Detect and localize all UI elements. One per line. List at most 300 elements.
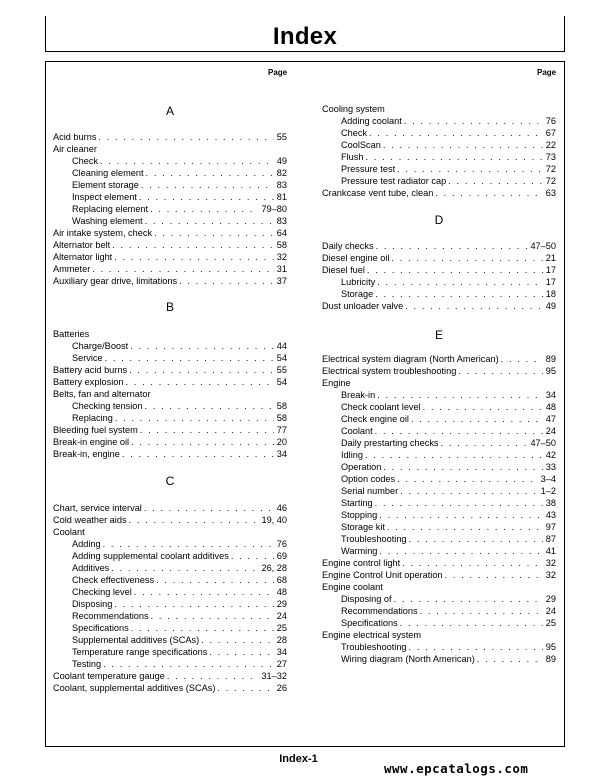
- entry-page-number[interactable]: 47–50: [530, 241, 556, 251]
- index-entry[interactable]: [341, 521, 556, 533]
- entry-label: Replacing: [72, 413, 113, 423]
- entry-page-number[interactable]: 58: [276, 401, 287, 411]
- dot-leader: [418, 605, 543, 617]
- entry-page-number[interactable]: 83: [276, 180, 287, 190]
- entry-label: Air cleaner: [53, 144, 97, 154]
- section-letter-c: C: [165, 474, 175, 488]
- entry-page-number[interactable]: 82: [276, 168, 287, 178]
- dot-leader: [403, 300, 543, 312]
- index-heading: [322, 377, 556, 389]
- dot-leader: [101, 538, 274, 550]
- entry-page-number[interactable]: 77: [276, 425, 287, 435]
- dot-leader: [389, 252, 542, 264]
- entry-label: Battery explosion: [53, 377, 124, 387]
- index-entry[interactable]: [341, 413, 556, 425]
- entry-page-number[interactable]: 58: [276, 413, 287, 423]
- index-entry[interactable]: [72, 586, 287, 598]
- entry-label: Check effectiveness: [72, 575, 155, 585]
- entry-page-number[interactable]: 41: [545, 546, 556, 556]
- index-entry[interactable]: [53, 682, 287, 694]
- dot-leader: [398, 485, 537, 497]
- entry-label: Air intake system, check: [53, 228, 153, 238]
- entry-page-number[interactable]: 20: [276, 437, 287, 447]
- index-entry[interactable]: [72, 155, 287, 167]
- entry-page-number[interactable]: 27: [276, 659, 287, 669]
- index-entry[interactable]: [322, 252, 556, 264]
- dot-leader: [443, 569, 543, 581]
- index-entry[interactable]: [341, 653, 556, 665]
- entry-label: Chart, service interval: [53, 503, 142, 513]
- entry-page-number[interactable]: 26, 28: [261, 563, 287, 573]
- entry-label: Inspect element: [72, 192, 137, 202]
- entry-label: Additives: [72, 563, 110, 573]
- index-entry[interactable]: [341, 437, 556, 449]
- index-entry[interactable]: [53, 227, 287, 239]
- dot-leader: [137, 191, 274, 203]
- entry-label: Checking level: [72, 587, 132, 597]
- dot-leader: [365, 264, 543, 276]
- index-entry[interactable]: [341, 163, 556, 175]
- entry-page-number[interactable]: 22: [545, 140, 556, 150]
- entry-label: Serial number: [341, 486, 399, 496]
- dot-leader: [381, 461, 542, 473]
- entry-label: Daily checks: [322, 241, 374, 251]
- entry-page-number[interactable]: 95: [545, 366, 556, 376]
- entry-page-number[interactable]: 18: [545, 289, 556, 299]
- section-letter-b: B: [165, 300, 174, 314]
- entry-label: Bleeding fuel system: [53, 425, 138, 435]
- entry-page-number[interactable]: 97: [545, 522, 556, 532]
- entry-label: Battery acid burns: [53, 365, 128, 375]
- dot-leader: [229, 550, 274, 562]
- entry-label: Lubricity: [341, 277, 376, 287]
- index-entry[interactable]: [341, 617, 556, 629]
- index-entry[interactable]: [72, 179, 287, 191]
- entry-page-number[interactable]: 63: [545, 188, 556, 198]
- entry-label: Check: [72, 156, 99, 166]
- dot-leader: [127, 514, 259, 526]
- index-heading: [322, 629, 556, 641]
- dot-leader: [120, 448, 274, 460]
- entry-label: Check coolant level: [341, 402, 421, 412]
- index-entry[interactable]: [341, 401, 556, 413]
- entry-page-number[interactable]: 19, 40: [261, 515, 287, 525]
- index-entry[interactable]: [72, 622, 287, 634]
- entry-page-number[interactable]: 81: [276, 192, 287, 202]
- dot-leader: [363, 151, 542, 163]
- dot-leader: [367, 127, 543, 139]
- index-entry[interactable]: [72, 658, 287, 670]
- entry-page-number[interactable]: 55: [276, 132, 287, 142]
- index-entry[interactable]: [341, 593, 556, 605]
- index-entry[interactable]: [341, 605, 556, 617]
- index-entry[interactable]: [53, 436, 287, 448]
- entry-label: Storage kit: [341, 522, 385, 532]
- dot-leader: [110, 239, 274, 251]
- index-entry[interactable]: [72, 203, 287, 215]
- index-entry[interactable]: [341, 497, 556, 509]
- entry-page-number[interactable]: 24: [545, 426, 556, 436]
- section-letter-d: D: [434, 213, 444, 227]
- index-entry[interactable]: [53, 263, 287, 275]
- entry-label: Batteries: [53, 329, 90, 339]
- index-entry[interactable]: [322, 300, 556, 312]
- entry-label: Disposing: [72, 599, 113, 609]
- entry-page-number[interactable]: 48: [276, 587, 287, 597]
- dot-leader: [407, 641, 543, 653]
- index-entry[interactable]: [341, 485, 556, 497]
- entry-page-number[interactable]: 33: [545, 462, 556, 472]
- entry-page-number[interactable]: 72: [545, 164, 556, 174]
- dot-leader: [127, 364, 274, 376]
- index-entry[interactable]: [53, 251, 287, 263]
- dot-leader: [398, 617, 543, 629]
- index-entry[interactable]: [72, 412, 287, 424]
- dot-leader: [375, 276, 543, 288]
- dot-leader: [499, 353, 543, 365]
- dot-leader: [142, 400, 273, 412]
- entry-label: Belts, fan and alternator: [53, 389, 151, 399]
- entry-page-number[interactable]: 34: [545, 390, 556, 400]
- dot-leader: [103, 352, 274, 364]
- entry-page-number[interactable]: 44: [276, 341, 287, 351]
- index-entry[interactable]: [72, 215, 287, 227]
- dot-leader: [139, 179, 274, 191]
- dot-leader: [207, 646, 273, 658]
- index-entry[interactable]: [322, 557, 556, 569]
- entry-label: Engine coolant: [322, 582, 383, 592]
- index-entry[interactable]: [53, 364, 287, 376]
- index-entry[interactable]: [72, 400, 287, 412]
- entry-label: Dust unloader valve: [322, 301, 404, 311]
- entry-label: Check: [341, 128, 368, 138]
- index-entry[interactable]: [341, 449, 556, 461]
- entry-page-number[interactable]: 31–32: [261, 671, 287, 681]
- index-entry[interactable]: [72, 340, 287, 352]
- entry-label: Diesel engine oil: [322, 253, 390, 263]
- index-entry[interactable]: [53, 670, 287, 682]
- entry-label: Pressure test radiator cap: [341, 176, 447, 186]
- entry-page-number[interactable]: 29: [545, 594, 556, 604]
- index-entry[interactable]: [322, 264, 556, 276]
- entry-page-number[interactable]: 25: [276, 623, 287, 633]
- index-heading: [53, 388, 287, 400]
- index-entry[interactable]: [341, 425, 556, 437]
- entry-page-number[interactable]: 76: [276, 539, 287, 549]
- entry-label: Charge/Boost: [72, 341, 129, 351]
- entry-page-number[interactable]: 34: [276, 449, 287, 459]
- index-heading: [322, 581, 556, 593]
- entry-label: Engine: [322, 378, 351, 388]
- index-entry[interactable]: [72, 634, 287, 646]
- dot-leader: [177, 275, 274, 287]
- dot-leader: [409, 413, 543, 425]
- entry-page-number[interactable]: 32: [545, 570, 556, 580]
- entry-label: Engine electrical system: [322, 630, 422, 640]
- entry-label: Starting: [341, 498, 373, 508]
- index-entry[interactable]: [72, 538, 287, 550]
- dot-leader: [385, 521, 543, 533]
- entry-label: Coolant temperature gauge: [53, 671, 165, 681]
- index-entry[interactable]: [72, 574, 287, 586]
- section-letter-e: E: [434, 328, 443, 342]
- entry-page-number[interactable]: 72: [545, 176, 556, 186]
- entry-label: Check engine oil: [341, 414, 409, 424]
- entry-page-number[interactable]: 24: [545, 606, 556, 616]
- entry-label: Alternator light: [53, 252, 113, 262]
- entry-page-number[interactable]: 89: [545, 354, 556, 364]
- dot-leader: [132, 586, 274, 598]
- dot-leader: [433, 187, 542, 199]
- index-entry[interactable]: [341, 175, 556, 187]
- dot-leader: [98, 155, 274, 167]
- index-entry[interactable]: [72, 646, 287, 658]
- entry-label: Flush: [341, 152, 364, 162]
- entry-label: Acid burns: [53, 132, 97, 142]
- entry-label: Coolant, supplemental additives (SCAs): [53, 683, 216, 693]
- entry-page-number[interactable]: 31: [276, 264, 287, 274]
- dot-leader: [373, 288, 543, 300]
- dot-leader: [215, 682, 273, 694]
- entry-page-number[interactable]: 64: [276, 228, 287, 238]
- index-entry[interactable]: [322, 353, 556, 365]
- entry-page-number[interactable]: 95: [545, 642, 556, 652]
- index-entry[interactable]: [53, 131, 287, 143]
- index-entry[interactable]: [72, 550, 287, 562]
- dot-leader: [456, 365, 542, 377]
- entry-label: Break-in engine oil: [53, 437, 130, 447]
- dot-leader: [199, 634, 274, 646]
- entry-label: Recommendations: [72, 611, 149, 621]
- entry-label: Option codes: [341, 474, 396, 484]
- entry-label: Troubleshooting: [341, 642, 407, 652]
- page-title: Index: [272, 23, 338, 50]
- dot-leader: [392, 593, 543, 605]
- dot-leader: [112, 251, 274, 263]
- index-entry[interactable]: [341, 545, 556, 557]
- index-entry[interactable]: [72, 352, 287, 364]
- left-page-header: Page: [268, 68, 288, 77]
- index-entry[interactable]: [72, 598, 287, 610]
- dot-leader: [128, 340, 274, 352]
- entry-label: Electrical system diagram (North American): [322, 354, 499, 364]
- index-entry[interactable]: [341, 139, 556, 151]
- dot-leader: [101, 658, 274, 670]
- index-heading: [53, 328, 287, 340]
- entry-label: Engine control light: [322, 558, 401, 568]
- entry-page-number[interactable]: 43: [545, 510, 556, 520]
- entry-label: Idling: [341, 450, 363, 460]
- entry-page-number[interactable]: 42: [545, 450, 556, 460]
- entry-label: Cooling system: [322, 104, 385, 114]
- dot-leader: [373, 425, 543, 437]
- entry-label: Troubleshooting: [341, 534, 407, 544]
- index-entry[interactable]: [341, 151, 556, 163]
- index-entry[interactable]: [341, 288, 556, 300]
- dot-leader: [395, 473, 538, 485]
- dot-leader: [138, 424, 274, 436]
- dot-leader: [377, 509, 542, 521]
- entry-page-number[interactable]: 83: [276, 216, 287, 226]
- entry-label: Break-in: [341, 390, 376, 400]
- title-box: [45, 16, 565, 52]
- index-entry[interactable]: [341, 509, 556, 521]
- dot-leader: [90, 263, 273, 275]
- entry-page-number[interactable]: 67: [545, 128, 556, 138]
- dot-leader: [149, 610, 274, 622]
- index-entry[interactable]: [72, 191, 287, 203]
- index-entry[interactable]: [53, 448, 287, 460]
- entry-page-number[interactable]: 54: [276, 377, 287, 387]
- entry-page-number[interactable]: 47: [545, 414, 556, 424]
- index-entry[interactable]: [53, 502, 287, 514]
- entry-label: Cold weather aids: [53, 515, 127, 525]
- index-entry[interactable]: [341, 115, 556, 127]
- entry-label: Engine Control Unit operation: [322, 570, 443, 580]
- entry-label: Disposing of: [341, 594, 392, 604]
- entry-label: Checking tension: [72, 401, 143, 411]
- dot-leader: [400, 557, 543, 569]
- index-entry[interactable]: [72, 610, 287, 622]
- dot-leader: [129, 436, 274, 448]
- entry-page-number[interactable]: 48: [545, 402, 556, 412]
- entry-page-number[interactable]: 3–4: [540, 474, 556, 484]
- entry-page-number[interactable]: 73: [545, 152, 556, 162]
- dot-leader: [374, 240, 528, 252]
- entry-page-number[interactable]: 38: [545, 498, 556, 508]
- entry-page-number[interactable]: 76: [545, 116, 556, 126]
- entry-page-number[interactable]: 24: [276, 611, 287, 621]
- entry-label: Auxiliary gear drive, limitations: [53, 276, 178, 286]
- entry-page-number[interactable]: 34: [276, 647, 287, 657]
- index-entry[interactable]: [322, 365, 556, 377]
- watermark: www.epcatalogs.com: [384, 761, 529, 776]
- entry-label: Diesel fuel: [322, 265, 365, 275]
- entry-label: Operation: [341, 462, 382, 472]
- entry-label: Cleaning element: [72, 168, 144, 178]
- entry-label: Crankcase vent tube, clean: [322, 188, 434, 198]
- dot-leader: [395, 163, 543, 175]
- entry-label: Break-in, engine: [53, 449, 120, 459]
- dot-leader: [363, 449, 543, 461]
- entry-page-number[interactable]: 49: [545, 301, 556, 311]
- entry-page-number[interactable]: 28: [276, 635, 287, 645]
- entry-page-number[interactable]: 79–80: [261, 204, 287, 214]
- entry-label: Daily prestarting checks: [341, 438, 439, 448]
- entry-label: Temperature range specifications: [72, 647, 208, 657]
- entry-label: Storage: [341, 289, 374, 299]
- index-entry[interactable]: [341, 389, 556, 401]
- entry-page-number[interactable]: 17: [545, 265, 556, 275]
- entry-label: Washing element: [72, 216, 143, 226]
- index-entry[interactable]: [341, 276, 556, 288]
- entry-label: Replacing element: [72, 204, 149, 214]
- index-entry[interactable]: [53, 275, 287, 287]
- index-entry[interactable]: [53, 239, 287, 251]
- dot-leader: [439, 437, 528, 449]
- entry-label: Service: [72, 353, 103, 363]
- entry-page-number[interactable]: 29: [276, 599, 287, 609]
- entry-label: Adding: [72, 539, 101, 549]
- dot-leader: [421, 401, 543, 413]
- dot-leader: [143, 215, 274, 227]
- index-entry[interactable]: [341, 473, 556, 485]
- entry-page-number[interactable]: 68: [276, 575, 287, 585]
- dot-leader: [148, 203, 258, 215]
- entry-page-number[interactable]: 21: [545, 253, 556, 263]
- entry-page-number[interactable]: 37: [276, 276, 287, 286]
- dot-leader: [112, 598, 273, 610]
- dot-leader: [407, 533, 543, 545]
- index-entry[interactable]: [53, 514, 287, 526]
- entry-page-number[interactable]: 46: [276, 503, 287, 513]
- entry-label: Stopping: [341, 510, 378, 520]
- entry-page-number[interactable]: 25: [545, 618, 556, 628]
- right-page-header: Page: [537, 68, 557, 77]
- dot-leader: [96, 131, 273, 143]
- entry-label: Specifications: [341, 618, 398, 628]
- index-heading: [53, 526, 287, 538]
- index-entry[interactable]: [322, 240, 556, 252]
- entry-page-number[interactable]: 69: [276, 551, 287, 561]
- entry-page-number[interactable]: 1–2: [540, 486, 556, 496]
- dot-leader: [152, 227, 274, 239]
- dot-leader: [381, 139, 543, 151]
- index-heading: [322, 103, 556, 115]
- entry-label: Wiring diagram (North American): [341, 654, 475, 664]
- entry-page-number[interactable]: 26: [276, 683, 287, 693]
- entry-label: Ammeter: [53, 264, 91, 274]
- entry-page-number[interactable]: 89: [545, 654, 556, 664]
- entry-page-number[interactable]: 54: [276, 353, 287, 363]
- section-letter-a: A: [165, 104, 174, 118]
- dot-leader: [377, 545, 542, 557]
- index-entry[interactable]: [72, 167, 287, 179]
- dot-leader: [142, 502, 274, 514]
- entry-label: Electrical system troubleshooting: [322, 366, 457, 376]
- page-footer: Index-1: [279, 753, 318, 765]
- index-entry[interactable]: [53, 424, 287, 436]
- index-entry[interactable]: [341, 461, 556, 473]
- entry-page-number[interactable]: 87: [545, 534, 556, 544]
- entry-label: Supplemental additives (SCAs): [72, 635, 200, 645]
- index-entry[interactable]: [341, 533, 556, 545]
- dot-leader: [165, 670, 259, 682]
- dot-leader: [375, 389, 543, 401]
- entry-label: Alternator belt: [53, 240, 111, 250]
- entry-page-number[interactable]: 58: [276, 240, 287, 250]
- entry-page-number[interactable]: 47–50: [530, 438, 556, 448]
- index-entry[interactable]: [322, 569, 556, 581]
- entry-page-number[interactable]: 32: [276, 252, 287, 262]
- index-entry[interactable]: [72, 562, 287, 574]
- index-entry[interactable]: [53, 376, 287, 388]
- entry-page-number[interactable]: 32: [545, 558, 556, 568]
- entry-label: Specifications: [72, 623, 129, 633]
- dot-leader: [144, 167, 274, 179]
- index-entry[interactable]: [341, 127, 556, 139]
- index-entry[interactable]: [341, 641, 556, 653]
- entry-page-number[interactable]: 49: [276, 156, 287, 166]
- entry-page-number[interactable]: 55: [276, 365, 287, 375]
- index-entry[interactable]: [322, 187, 556, 199]
- dot-leader: [154, 574, 274, 586]
- dot-leader: [402, 115, 543, 127]
- entry-label: Coolant: [53, 527, 85, 537]
- dot-leader: [475, 653, 543, 665]
- entry-page-number[interactable]: 17: [545, 277, 556, 287]
- dot-leader: [373, 497, 543, 509]
